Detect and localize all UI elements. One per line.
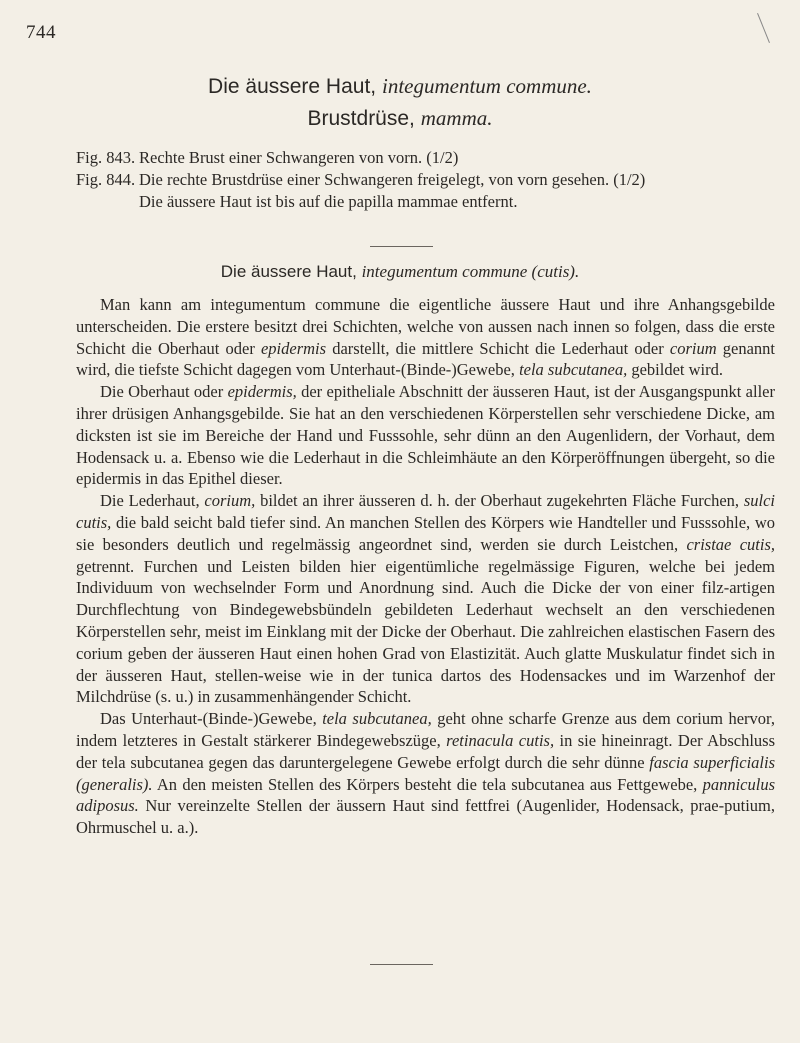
- text-run: in sie hineinragt. Der Abschluss der tela subcutanea gegen das daruntergelegene Gewebe erfolgt durch die sehr dünne: [76, 730, 776, 772]
- paragraph: [76, 490, 775, 708]
- text-run: geht ohne scharfe Grenze aus dem corium hervor, indem letzteres in Gestalt stärkerer Bindegewebszüge,: [76, 709, 775, 750]
- paragraph: [76, 381, 775, 490]
- section-title-plain: Die äussere Haut,: [220, 262, 357, 281]
- figure-text-continued: Die äussere Haut ist bis auf die papilla mammae entfernt.: [139, 192, 518, 211]
- latin-term: cristae cutis,: [686, 534, 775, 554]
- section-title: [0, 262, 800, 282]
- body-text: [76, 294, 775, 839]
- text-run: Man kann am integumentum commune die eigentliche äussere Haut und ihre Anhangsgebilde unterscheiden. Die erstere besitzt drei Schichten, welche von aussen nach innen so folgen, dass die erste Schicht die Oberhaut oder: [76, 295, 775, 358]
- figure-captions: [76, 147, 776, 213]
- chapter-title-latin: integumentum commune.: [381, 74, 592, 98]
- figure-label: Fig. 843.: [76, 148, 136, 167]
- chapter-subtitle: [0, 106, 800, 131]
- latin-term: epidermis,: [227, 382, 297, 402]
- chapter-title: [0, 74, 800, 99]
- text-run: Das Unterhaut-(Binde-)Gewebe,: [100, 709, 323, 729]
- figure-label: Fig. 844.: [76, 170, 136, 189]
- divider-rule: [370, 964, 433, 965]
- chapter-title-plain: Die äussere Haut,: [208, 75, 377, 98]
- latin-term: sulci cutis,: [76, 491, 775, 532]
- divider-rule: [370, 246, 433, 247]
- paragraph: [76, 708, 775, 839]
- latin-term: fascia superficialis (generalis).: [76, 752, 775, 794]
- latin-term: panniculus adiposus.: [76, 774, 775, 816]
- chapter-subtitle-latin: mamma.: [420, 106, 493, 130]
- text-run: genannt wird, die tiefste Schicht dagegen vom Unterhaut-(Binde-)Gewebe,: [76, 338, 776, 380]
- text-run: Die Oberhaut oder: [100, 382, 228, 402]
- latin-term: epidermis: [260, 338, 327, 358]
- latin-term: retinacula cutis,: [446, 730, 555, 750]
- paragraph: [76, 294, 775, 381]
- figure-caption: [76, 169, 776, 191]
- latin-term: corium,: [204, 491, 256, 511]
- text-run: Nur vereinzelte Stellen der äussern Haut sind fettfrei (Augenlider, Hodensack, prae-putium, Ohrmuschel u. a.).: [76, 796, 775, 838]
- text-run: bildet an ihrer äusseren d. h. der Oberhaut zugekehrten Fläche Furchen,: [255, 491, 744, 511]
- text-run: die bald seicht bald tiefer sind. An manchen Stellen des Körpers wie Handteller und Fusssohle, wo sie besonders deutlich und regelmässig angeordnet sind, werden sie durch Leistchen,: [76, 512, 775, 554]
- stray-pen-mark: [757, 13, 770, 43]
- latin-term: tela subcutanea,: [519, 360, 628, 380]
- figure-text: Die rechte Brustdrüse einer Schwangeren freigelegt, von vorn gesehen. (1/2): [139, 170, 646, 189]
- latin-term: corium: [669, 338, 717, 358]
- text-run: getrennt. Furchen und Leisten bilden hier eigentümliche regelmässige Figuren, welche bei jedem Individuum von wechselnder Form und Anordnung sind. Auch die Dicke der von einer filz-artigen Durchflechtung von Bindegewebsbündeln gebildeten Lederhaut wechselt an den verschiedenen Körperstellen sehr, meist im Einklang mit der Dicke der Oberhaut. Die zahlreichen elastischen Fasern des corium geben der äusseren Haut einen hohen Grad von Elastizität. Auch glatte Muskulatur findet sich in der äusseren Haut, stellen-weise wie in der tunica dartos des Hodensackes und im Warzenhof der Milchdrüse (s. u.) in zusammenhängender Schicht.: [76, 556, 775, 707]
- figure-text: Rechte Brust einer Schwangeren von vorn. (1/2): [139, 148, 459, 167]
- chapter-subtitle-plain: Brustdrüse,: [307, 107, 415, 130]
- text-run: darstellt, die mittlere Schicht die Lederhaut oder: [326, 338, 670, 358]
- page-number: 744: [26, 22, 56, 43]
- section-title-latin: integumentum commune (cutis).: [361, 262, 580, 281]
- text-run: Die Lederhaut,: [100, 491, 205, 511]
- text-run: An den meisten Stellen des Körpers besteht die tela subcutanea aus Fettgewebe,: [152, 774, 703, 794]
- text-run: der epitheliale Abschnitt der äusseren Haut, ist der Ausgangspunkt aller ihrer drüsigen Anhangsgebilde. Sie hat an den verschiedenen Körperstellen sehr verschiedene Dicke, am dicksten ist sie im Bereiche der Hand und Fusssohle, sehr dünn an den Augenlidern, der Vorhaut, dem Hodensack u. a. Ebenso wie die Lederhaut in die Schleimhäute an den Körperöffnungen übergeht, so die epidermis in das Epithel dieser.: [76, 382, 775, 489]
- latin-term: tela subcutanea,: [322, 709, 432, 729]
- figure-caption: [76, 147, 776, 169]
- text-run: gebildet wird.: [627, 360, 723, 380]
